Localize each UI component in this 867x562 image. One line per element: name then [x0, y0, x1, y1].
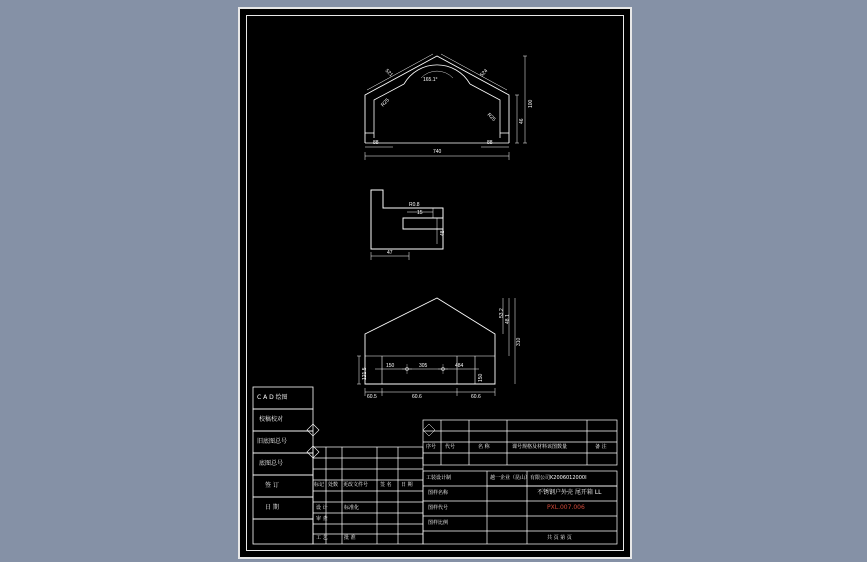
dim-mid-base: 47 [387, 250, 393, 256]
dim-bot-rv1: 48.1 [505, 314, 511, 324]
dim-top-d2: 524 [479, 68, 490, 79]
company-label: 工装设计制 [426, 475, 452, 481]
stage-process: 工 艺 [316, 535, 328, 541]
rev-header-qty: 处数 [328, 482, 339, 488]
dim-bot-c: 484 [455, 363, 464, 369]
scale-label: 图样比例 [428, 520, 449, 526]
stage-design: 设 计 [316, 505, 328, 511]
bom-header-spec: 课号规格及材料该图数量 [512, 444, 568, 450]
bom-header-code: 代号 [445, 444, 456, 450]
dim-top-radius-left: R25 [380, 97, 391, 109]
dim-top-height-small: 46 [519, 118, 525, 124]
part-code-label: 图样代号 [428, 505, 449, 511]
rev-header-docno: 更改文件号 [343, 482, 369, 488]
dim-mid-width: 15 [417, 210, 423, 216]
dim-bot-rv3: 53.2 [499, 308, 505, 318]
dim-bot-base-m: 60.6 [412, 394, 422, 400]
dim-top-base: 740 [433, 149, 442, 155]
dim-top-angle: 165.1° [423, 77, 438, 83]
cad-drawing-canvas [247, 16, 623, 550]
cad-drawing-sheet [238, 7, 632, 559]
dim-top-flange-left: 88 [373, 140, 379, 146]
rev-header-date: 日 期 [401, 482, 413, 488]
company-name: 越一企业（昆山）有限公司K2006012000I [490, 475, 587, 481]
dim-bot-base-l: 60.5 [367, 394, 377, 400]
part-name-label: 图样名称 [428, 490, 449, 496]
bom-header-name: 名 称 [478, 444, 490, 450]
bom-header-remark: 备 注 [595, 444, 607, 450]
label-sign: 签 订 [265, 482, 279, 489]
dim-bot-rv2: 310 [516, 337, 522, 346]
label-cad-drawing: C A D 绘图 [257, 394, 288, 401]
stage-approve: 批 准 [344, 535, 356, 541]
dim-bot-d: 150 [478, 373, 484, 382]
label-date: 日 期 [265, 504, 279, 511]
dim-top-radius-right: R25 [485, 112, 497, 123]
bom-header-no: 序号 [426, 444, 437, 450]
label-base-drawing-no: 底图总号 [259, 460, 284, 467]
rev-header-sign: 签 名 [380, 482, 392, 488]
dim-mid-radius: R0.8 [409, 202, 420, 208]
label-old-drawing-no: 旧底图总号 [257, 438, 288, 445]
dim-top-d1: 521 [383, 68, 394, 79]
dim-bot-left-v: 121.5 [362, 367, 368, 380]
sheet-count-label: 共 页 第 页 [547, 535, 572, 541]
cad-sheet-inner-border [246, 15, 624, 551]
dim-top-height: 100 [528, 99, 534, 108]
part-code-value: PXL.007.006 [547, 504, 585, 511]
dim-mid-height: 48 [440, 230, 446, 236]
part-name-value: 不锈钢户外壳 尾开箱 LL [537, 489, 602, 496]
label-standardization: 标准化 [344, 505, 360, 511]
dim-bot-b: 305 [419, 363, 428, 369]
dim-top-flange-right: 88 [487, 140, 493, 146]
label-proof-check: 校稿校对 [259, 416, 284, 423]
stage-review: 审 查 [316, 516, 328, 522]
rev-header-mark: 标记 [314, 482, 325, 488]
dim-bot-base-r: 60.6 [471, 394, 481, 400]
dim-bot-a: 150 [386, 363, 395, 369]
